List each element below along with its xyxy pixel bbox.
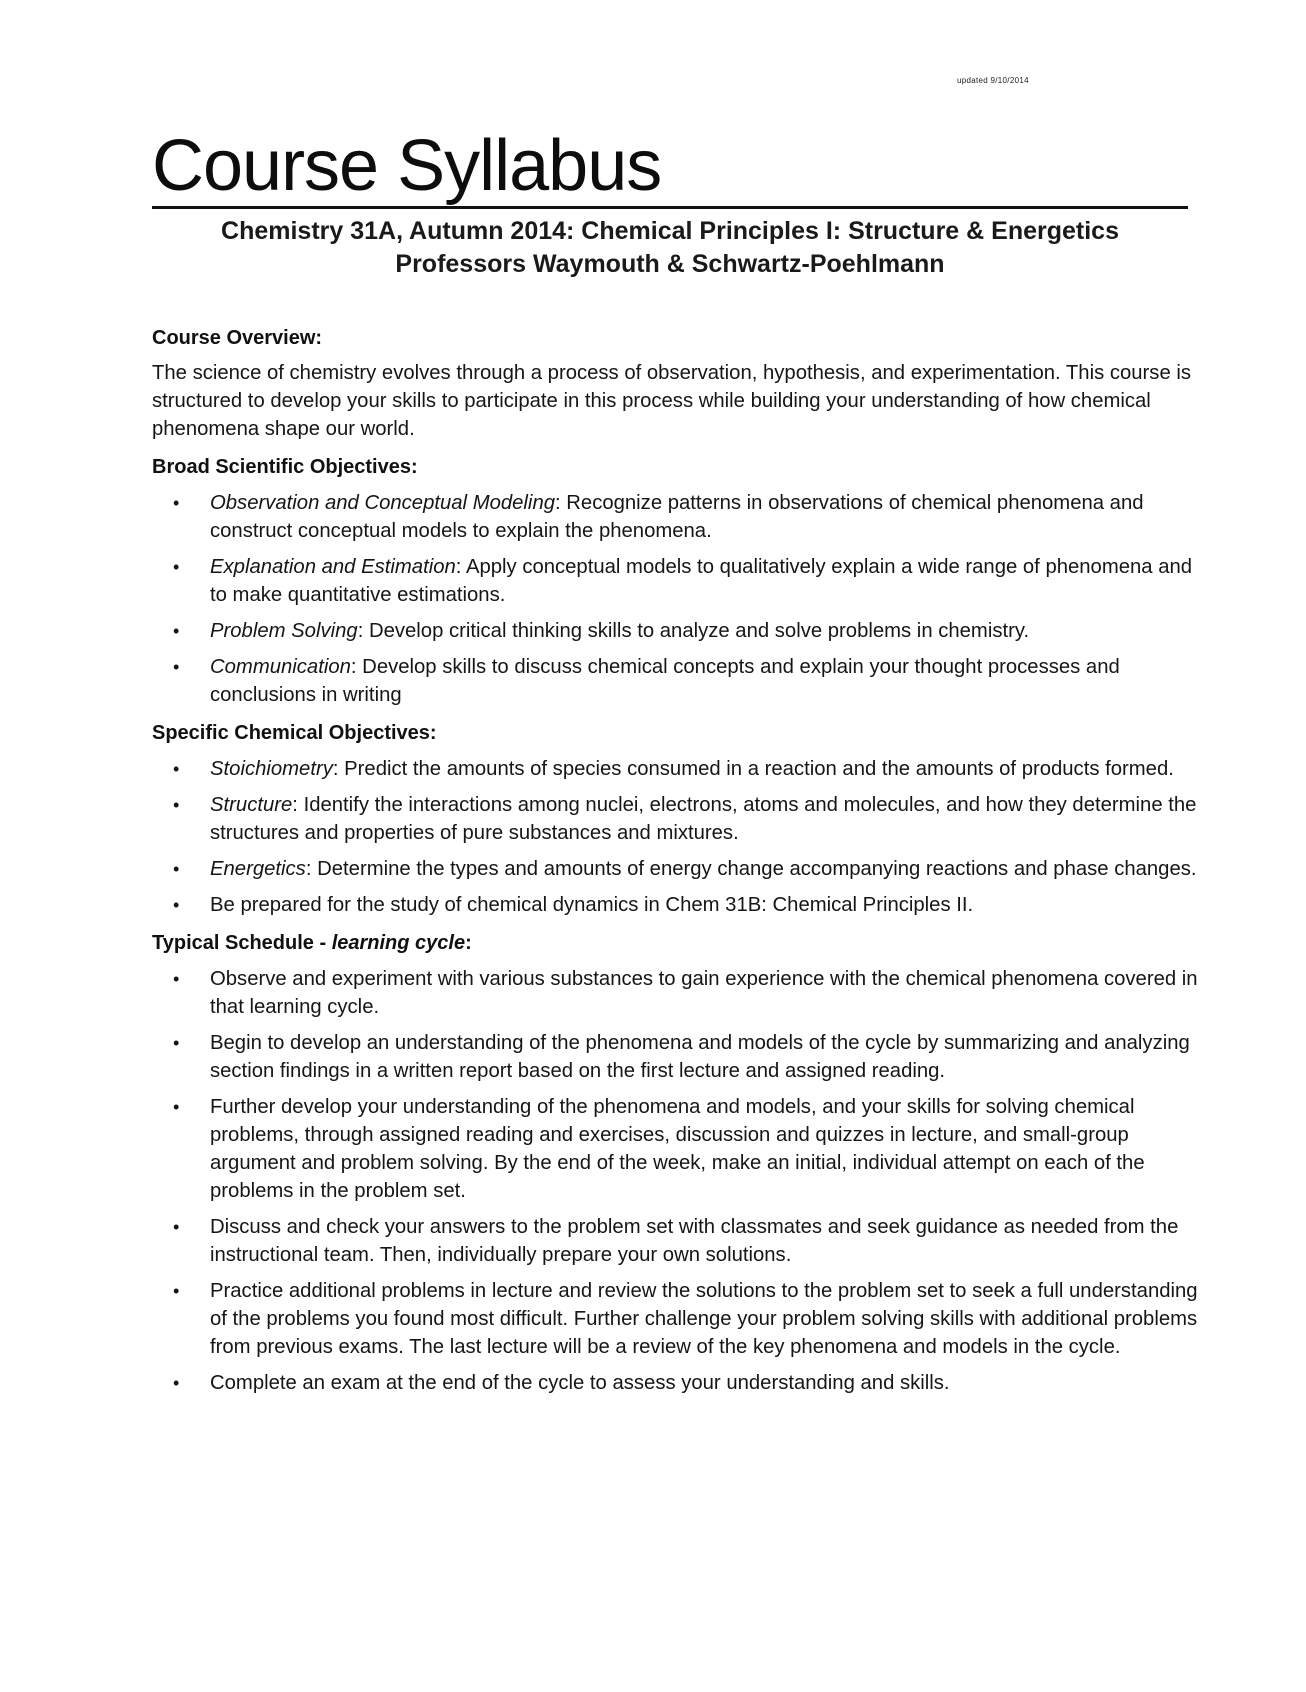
overview-text: The science of chemistry evolves through a process of observation, hypothesis, and experimentation. This course is structured to develop your skills to participate in this process while building your understanding of how chemical phenomena shape our world. <box>152 362 1192 440</box>
specific-objectives-heading: Specific Chemical Objectives: <box>152 722 437 744</box>
bullet-icon: • <box>173 493 180 513</box>
bullet-icon: • <box>173 795 180 815</box>
specific-objectives-list <box>152 755 1202 919</box>
objective-text: : Develop critical thinking skills to analyze and solve problems in chemistry. <box>357 620 1030 642</box>
bullet-icon: • <box>173 969 180 989</box>
list-item <box>152 617 1202 645</box>
bullet-icon: • <box>173 1097 180 1117</box>
schedule-item-text: Complete an exam at the end of the cycle to assess your understanding and skills. <box>210 1372 950 1394</box>
overview-heading: Course Overview: <box>152 327 323 349</box>
schedule-list <box>152 965 1202 1397</box>
title-block <box>152 120 1188 209</box>
list-item <box>152 1277 1202 1361</box>
broad-objectives-list <box>152 489 1202 709</box>
list-item <box>152 791 1202 847</box>
objective-text: : Recognize patterns in observations of chemical phenomena and construct conceptual models to explain the phenomena. <box>210 492 1144 542</box>
bullet-icon: • <box>173 1281 180 1301</box>
bullet-icon: • <box>173 1033 180 1053</box>
schedule-item-text: Begin to develop an understanding of the phenomena and models of the cycle by summarizing and analyzing section findings in a written report based on the first lecture and assigned reading. <box>210 1032 1190 1082</box>
objective-term: Explanation and Estimation <box>210 556 456 578</box>
course-subtitle: Chemistry 31A, Autumn 2014: Chemical Principles I: Structure & Energetics <box>221 217 1119 245</box>
bullet-icon: • <box>173 895 180 915</box>
objective-text: Be prepared for the study of chemical dynamics in Chem 31B: Chemical Principles II. <box>210 894 974 916</box>
list-item <box>152 1093 1202 1205</box>
schedule-item-text: Observe and experiment with various substances to gain experience with the chemical phenomena covered in that learning cycle. <box>210 968 1198 1018</box>
objective-term: Energetics <box>210 858 306 880</box>
bullet-icon: • <box>173 557 180 577</box>
list-item <box>152 1213 1202 1269</box>
objective-text: : Predict the amounts of species consumed in a reaction and the amounts of products formed. <box>332 758 1174 780</box>
objective-text: : Apply conceptual models to qualitatively explain a wide range of phenomena and to make quantitative estimations. <box>210 556 1193 606</box>
schedule-item-text: Discuss and check your answers to the problem set with classmates and seek guidance as needed from the instructional team. Then, individually prepare your own solutions. <box>210 1216 1179 1266</box>
list-item <box>152 553 1202 609</box>
list-item <box>152 1029 1202 1085</box>
list-item <box>152 653 1202 709</box>
bullet-icon: • <box>173 759 180 779</box>
schedule-item-text: Practice additional problems in lecture and review the solutions to the problem set to seek a full understanding of the problems you found most difficult. Further challenge your problem solving skills with additional problems from previous exams. The last lecture will be a review of the key phenomena and models in the cycle. <box>210 1280 1198 1358</box>
list-item <box>152 489 1202 545</box>
schedule-heading-italic: learning cycle <box>331 932 466 954</box>
professors-line: Professors Waymouth & Schwartz-Poehlmann <box>395 250 945 278</box>
bullet-icon: • <box>173 859 180 879</box>
broad-objectives-heading: Broad Scientific Objectives: <box>152 456 418 478</box>
schedule-heading-prefix: Typical Schedule - <box>152 932 332 954</box>
updated-date: updated 9/10/2014 <box>957 76 1029 85</box>
list-item <box>152 855 1202 883</box>
bullet-icon: • <box>173 1217 180 1237</box>
schedule-heading-suffix: : <box>465 932 472 954</box>
schedule-heading <box>152 929 1202 957</box>
syllabus-body <box>152 324 1202 1405</box>
objective-text: : Develop skills to discuss chemical concepts and explain your thought processes and conclusions in writing <box>210 656 1120 706</box>
objective-term: Structure <box>210 794 293 816</box>
bullet-icon: • <box>173 657 180 677</box>
bullet-icon: • <box>173 1373 180 1393</box>
objective-text: : Determine the types and amounts of energy change accompanying reactions and phase changes. <box>305 858 1197 880</box>
objective-text: : Identify the interactions among nuclei, electrons, atoms and molecules, and how they determine the structures and properties of pure substances and mixtures. <box>210 794 1197 844</box>
objective-term: Communication <box>210 656 351 678</box>
objective-term: Problem Solving <box>210 620 358 642</box>
objective-term: Stoichiometry <box>210 758 333 780</box>
page-title: Course Syllabus <box>152 126 662 206</box>
list-item <box>152 1369 1202 1397</box>
list-item <box>152 891 1202 919</box>
bullet-icon: • <box>173 621 180 641</box>
schedule-item-text: Further develop your understanding of the phenomena and models, and your skills for solving chemical problems, through assigned reading and exercises, discussion and quizzes in lecture, and small-group argument and problem solving. By the end of the week, make an initial, individual attempt on each of the problems in the problem set. <box>210 1096 1145 1202</box>
objective-term: Observation and Conceptual Modeling <box>210 492 555 514</box>
list-item <box>152 965 1202 1021</box>
list-item <box>152 755 1202 783</box>
